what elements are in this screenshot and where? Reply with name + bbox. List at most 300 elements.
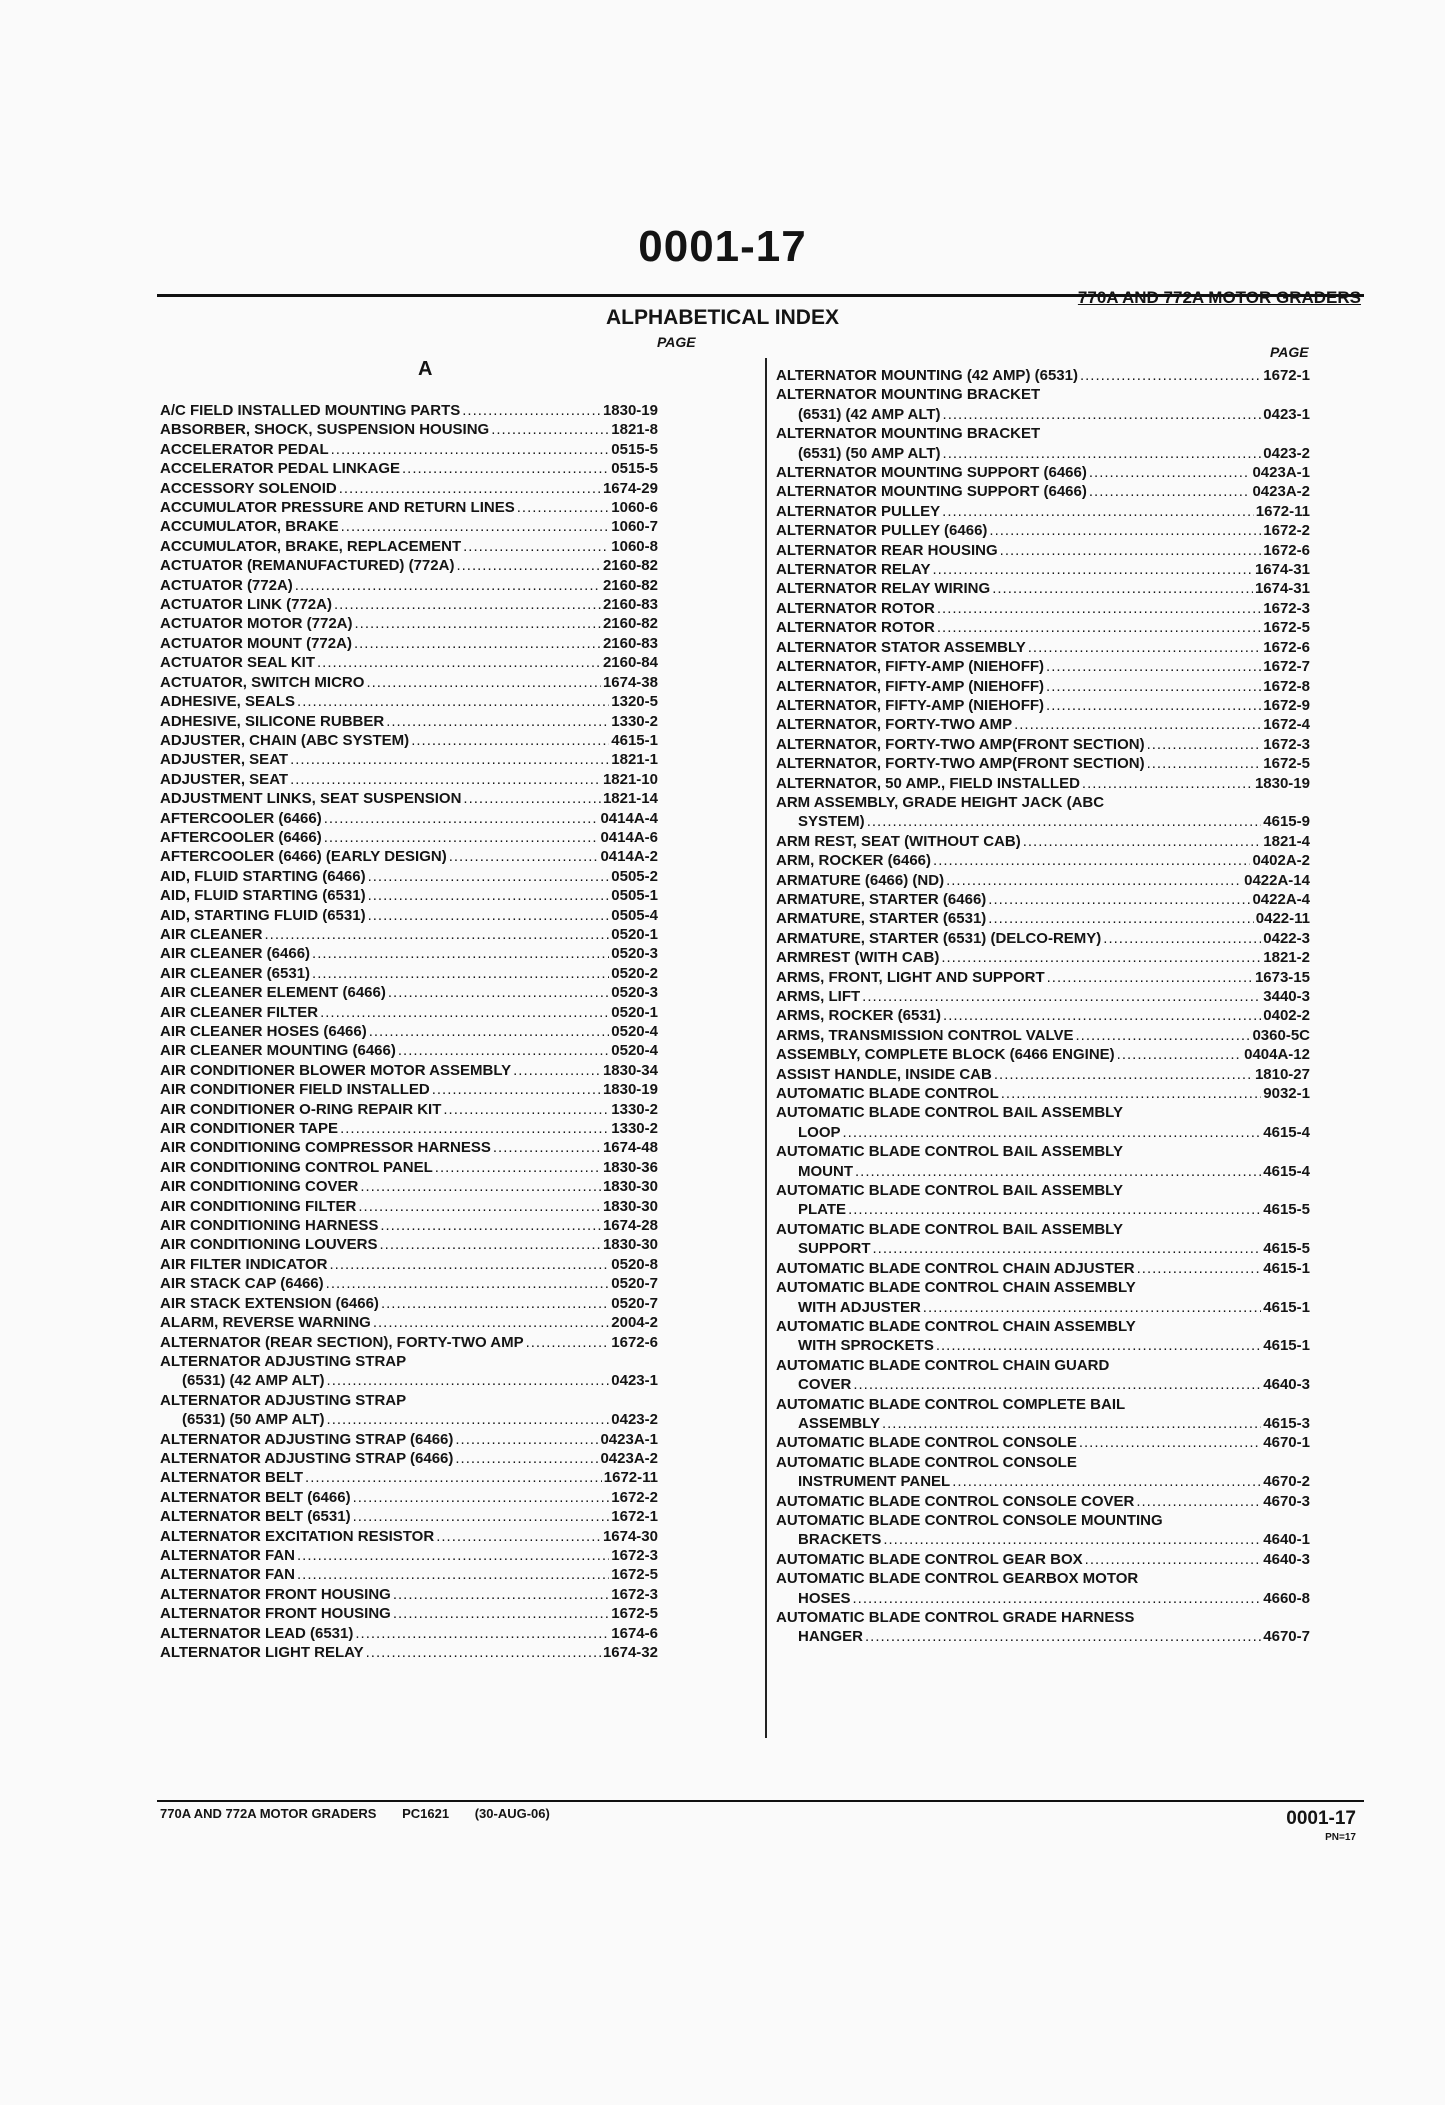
index-term: AUTOMATIC BLADE CONTROL COMPLETE BAIL	[776, 1395, 1126, 1413]
dot-leader	[1023, 832, 1262, 851]
index-page-ref: 0520-4	[611, 1042, 658, 1060]
dot-leader	[1136, 1492, 1261, 1511]
index-page-ref: 1830-30	[602, 1178, 658, 1196]
index-term: ALTERNATOR LEAD (6531)	[160, 1624, 354, 1642]
dot-leader	[312, 944, 609, 963]
index-entry	[776, 424, 1310, 463]
index-page-ref: 1674-6	[611, 1624, 658, 1642]
index-term: ALARM, REVERSE WARNING	[160, 1314, 371, 1332]
index-entry	[776, 599, 1310, 618]
index-entry	[160, 1080, 658, 1099]
index-page-ref: 4670-1	[1263, 1434, 1310, 1452]
index-term: ALTERNATOR BELT	[160, 1469, 304, 1487]
index-entry	[160, 1216, 658, 1235]
index-page-ref: 0423-1	[611, 1372, 658, 1390]
dot-leader	[327, 1371, 610, 1390]
index-entry	[160, 1100, 658, 1119]
index-page-ref: 4670-2	[1263, 1473, 1310, 1491]
index-term: COVER	[798, 1376, 852, 1394]
index-page-ref: 1673-15	[1254, 968, 1310, 986]
index-page-ref: 0423A-1	[1252, 464, 1310, 482]
index-page-ref: 1330-2	[611, 1120, 658, 1138]
index-entry	[160, 1119, 658, 1138]
index-entry	[160, 867, 658, 886]
dot-leader	[324, 828, 599, 847]
index-page-ref: 0515-5	[611, 440, 658, 458]
index-term: AIR CONDITIONER BLOWER MOTOR ASSEMBLY	[160, 1061, 512, 1079]
dot-leader	[297, 1565, 609, 1584]
dot-leader	[1080, 366, 1261, 385]
dot-leader	[853, 1375, 1261, 1394]
index-term: ALTERNATOR EXCITATION RESISTOR	[160, 1527, 435, 1545]
index-page-ref: 0505-4	[611, 906, 658, 924]
index-term: ACTUATOR SEAL KIT	[160, 654, 316, 672]
index-entry	[160, 789, 658, 808]
index-term: AID, FLUID STARTING (6531)	[160, 887, 366, 905]
dot-leader	[355, 1624, 609, 1643]
index-entry	[776, 793, 1310, 832]
dot-leader	[1000, 541, 1262, 560]
index-term: ACTUATOR LINK (772A)	[160, 596, 332, 614]
index-term: ARM, ROCKER (6466)	[776, 852, 932, 870]
index-term: WITH ADJUSTER	[798, 1298, 921, 1316]
index-page-ref: 0414A-2	[600, 848, 658, 866]
index-entry	[776, 1550, 1310, 1569]
index-entry	[160, 712, 658, 731]
dot-leader	[1028, 638, 1262, 657]
index-term: AUTOMATIC BLADE CONTROL GRADE HARNESS	[776, 1609, 1135, 1626]
index-page-ref: 4615-1	[1263, 1259, 1310, 1277]
column-divider	[765, 358, 767, 1738]
index-term: AIR CLEANER FILTER	[160, 1003, 319, 1021]
dot-leader	[398, 1041, 609, 1060]
index-page-ref: 2160-83	[602, 596, 658, 614]
index-term: AIR CONDITIONING LOUVERS	[160, 1236, 378, 1254]
dot-leader	[937, 599, 1261, 618]
index-term: ADHESIVE, SEALS	[160, 693, 296, 711]
dot-leader	[353, 1488, 610, 1507]
index-term: AIR STACK CAP (6466)	[160, 1275, 324, 1293]
dot-leader	[436, 1527, 601, 1546]
index-term: ADJUSTER, CHAIN (ABC SYSTEM)	[160, 731, 410, 749]
index-entry	[776, 1181, 1310, 1220]
index-term: ACTUATOR (772A)	[160, 576, 293, 594]
index-page-ref: 1672-6	[611, 1333, 658, 1351]
dot-leader	[366, 673, 601, 692]
dot-leader	[932, 560, 1252, 579]
index-term: (6531) (50 AMP ALT)	[798, 444, 941, 462]
index-entry	[160, 1197, 658, 1216]
index-page-ref: 0402-2	[1263, 1007, 1310, 1025]
index-entry	[776, 1006, 1310, 1025]
dot-leader	[988, 890, 1250, 909]
index-entry	[776, 715, 1310, 734]
index-term: ASSIST HANDLE, INSIDE CAB	[776, 1065, 992, 1083]
index-entry	[160, 653, 658, 672]
dot-leader	[265, 925, 610, 944]
index-entry	[776, 385, 1310, 424]
index-page-ref: 0520-3	[611, 945, 658, 963]
index-page-ref: 1672-4	[1263, 716, 1310, 734]
index-term: (6531) (42 AMP ALT)	[182, 1372, 325, 1390]
footer-book-title: 770A AND 772A MOTOR GRADERS	[160, 1806, 377, 1821]
index-page-ref: 1674-30	[602, 1527, 658, 1545]
index-page-ref: 2160-82	[602, 557, 658, 575]
dot-leader	[867, 812, 1262, 831]
index-page-ref: 0422A-4	[1252, 890, 1310, 908]
index-entry	[776, 1317, 1310, 1356]
index-entry	[776, 1259, 1310, 1278]
dot-leader	[943, 1006, 1261, 1025]
index-entry	[776, 1608, 1310, 1647]
index-entry	[160, 886, 658, 905]
index-term: AFTERCOOLER (6466)	[160, 828, 322, 846]
index-entry	[160, 925, 658, 944]
index-entry	[160, 1294, 658, 1313]
dot-leader	[360, 1177, 601, 1196]
index-entry	[776, 832, 1310, 851]
index-page-ref: 4615-1	[1263, 1298, 1310, 1316]
index-page-ref: 0520-2	[611, 964, 658, 982]
index-entry	[160, 1488, 658, 1507]
index-page-ref: 1060-7	[611, 518, 658, 536]
index-term: (6531) (42 AMP ALT)	[798, 405, 941, 423]
index-term: A/C FIELD INSTALLED MOUNTING PARTS	[160, 402, 461, 419]
index-term: ASSEMBLY, COMPLETE BLOCK (6466 ENGINE)	[776, 1046, 1115, 1064]
index-page-ref: 2160-83	[602, 634, 658, 652]
index-term: ALTERNATOR LIGHT RELAY	[160, 1644, 364, 1661]
left-page-column-label: PAGE	[657, 334, 696, 350]
index-page-ref: 4640-1	[1263, 1531, 1310, 1549]
index-term: AUTOMATIC BLADE CONTROL BAIL ASSEMBLY	[776, 1143, 1123, 1161]
index-entry	[160, 964, 658, 983]
index-page-ref: 1821-14	[602, 790, 658, 808]
index-page-ref: 0414A-4	[600, 809, 658, 827]
index-page-ref: 2004-2	[611, 1314, 658, 1332]
index-page-ref: 1830-36	[602, 1158, 658, 1176]
index-entry	[160, 673, 658, 692]
index-term: AIR CONDITIONING CONTROL PANEL	[160, 1158, 433, 1176]
index-term: AUTOMATIC BLADE CONTROL CHAIN ADJUSTER	[776, 1259, 1135, 1277]
index-entry	[160, 1061, 658, 1080]
dot-leader	[339, 479, 601, 498]
dot-leader	[1089, 463, 1251, 482]
index-page-ref: 1672-3	[611, 1585, 658, 1603]
dot-leader	[393, 1585, 609, 1604]
dot-leader	[326, 1274, 610, 1293]
index-term: ACTUATOR, SWITCH MICRO	[160, 673, 365, 691]
index-page-ref: 1672-2	[1263, 522, 1310, 540]
index-page-ref: 1821-4	[1263, 832, 1310, 850]
dot-leader	[402, 459, 609, 478]
dot-leader	[305, 1468, 602, 1487]
dot-leader	[368, 867, 610, 886]
index-page-ref: 1674-29	[602, 479, 658, 497]
dot-leader	[941, 948, 1261, 967]
index-page-ref: 2160-82	[602, 615, 658, 633]
index-term: ARMATURE, STARTER (6531) (DELCO-REMY)	[776, 929, 1102, 947]
index-page-ref: 0414A-6	[600, 828, 658, 846]
index-term: AUTOMATIC BLADE CONTROL CHAIN GUARD	[776, 1356, 1110, 1374]
dot-leader	[380, 1216, 601, 1235]
index-entry	[776, 1492, 1310, 1511]
index-page-ref: 1674-32	[602, 1644, 658, 1661]
right-page-column-label: PAGE	[1270, 344, 1309, 360]
index-page-ref: 1672-5	[1263, 619, 1310, 637]
index-term: ACTUATOR MOTOR (772A)	[160, 615, 353, 633]
index-entry	[160, 1565, 658, 1584]
footer-page-number: 0001-17	[1286, 1808, 1356, 1829]
index-entry	[160, 750, 658, 769]
index-term: ALTERNATOR MOUNTING (42 AMP) (6531)	[776, 367, 1078, 384]
index-page-ref: 1830-19	[602, 1081, 658, 1099]
index-entry	[160, 634, 658, 653]
index-page-ref: 1830-34	[602, 1061, 658, 1079]
index-page-ref: 1674-31	[1254, 561, 1310, 579]
dot-leader	[449, 847, 599, 866]
index-term: AID, FLUID STARTING (6466)	[160, 867, 366, 885]
index-term: ALTERNATOR RELAY WIRING	[776, 580, 991, 598]
index-term: AIR CLEANER ELEMENT (6466)	[160, 984, 386, 1002]
footer-pn: PN=17	[1325, 1832, 1356, 1843]
dot-leader	[455, 1430, 598, 1449]
index-entry	[776, 1045, 1310, 1064]
index-term: ALTERNATOR ADJUSTING STRAP	[160, 1352, 407, 1370]
index-term: ALTERNATOR, FORTY-TWO AMP(FRONT SECTION)	[776, 735, 1145, 753]
index-entry	[160, 1313, 658, 1332]
dot-leader	[843, 1123, 1262, 1142]
index-entry	[160, 906, 658, 925]
index-entry	[160, 537, 658, 556]
index-page-ref: 0423-2	[1263, 444, 1310, 462]
index-term: AUTOMATIC BLADE CONTROL CONSOLE	[776, 1453, 1077, 1471]
index-term: ALTERNATOR MOUNTING BRACKET	[776, 386, 1041, 404]
index-term: AIR CONDITIONING COMPRESSOR HARNESS	[160, 1139, 491, 1157]
index-entry	[776, 618, 1310, 637]
index-page-ref: 0423A-2	[1252, 483, 1310, 501]
index-entry	[160, 1274, 658, 1293]
dot-leader	[853, 1589, 1262, 1608]
index-entry	[160, 692, 658, 711]
dot-leader	[290, 770, 601, 789]
index-entry	[776, 1026, 1310, 1045]
index-page-ref: 0520-1	[611, 925, 658, 943]
index-page-ref: 0505-1	[611, 887, 658, 905]
dot-leader	[923, 1298, 1262, 1317]
index-term: ADJUSTMENT LINKS, SEAT SUSPENSION	[160, 790, 462, 808]
footer-publication: PC1621	[402, 1806, 450, 1821]
index-entry	[160, 1604, 658, 1623]
index-page-ref: 1672-3	[1263, 599, 1310, 617]
index-term: ASSEMBLY	[798, 1414, 880, 1432]
index-title: ALPHABETICAL INDEX	[606, 306, 839, 329]
index-term: ACCUMULATOR PRESSURE AND RETURN LINES	[160, 499, 515, 517]
index-term: ADHESIVE, SILICONE RUBBER	[160, 712, 385, 730]
index-page-ref: 3440-3	[1263, 988, 1310, 1005]
index-term: ALTERNATOR, FIFTY-AMP (NIEHOFF)	[776, 658, 1045, 676]
index-term: HOSES	[798, 1589, 851, 1607]
index-page-ref: 1672-6	[1263, 638, 1310, 656]
index-entry	[776, 502, 1310, 521]
index-entry	[160, 1391, 658, 1430]
index-entry	[160, 576, 658, 595]
index-term: HANGER	[798, 1628, 864, 1646]
index-term: ALTERNATOR RELAY	[776, 561, 931, 579]
index-page-ref: 1821-2	[1263, 949, 1310, 967]
index-term: AIR CONDITIONING FILTER	[160, 1197, 357, 1215]
index-term: AFTERCOOLER (6466) (EARLY DESIGN)	[160, 848, 447, 866]
index-page-ref: 1674-48	[602, 1139, 658, 1157]
dot-leader	[491, 420, 609, 439]
dot-leader	[882, 1414, 1261, 1433]
dot-leader	[297, 1546, 609, 1565]
index-entry	[160, 1003, 658, 1022]
index-entry	[160, 770, 658, 789]
index-page-ref: 4640-3	[1263, 1550, 1310, 1568]
index-term: ACCELERATOR PEDAL LINKAGE	[160, 460, 401, 478]
index-term: AIR CONDITIONER TAPE	[160, 1120, 339, 1138]
index-page-ref: 4615-9	[1263, 813, 1310, 831]
index-page-ref: 4615-4	[1263, 1123, 1310, 1141]
index-entry	[160, 731, 658, 750]
index-entry	[160, 517, 658, 536]
dot-leader	[526, 1333, 610, 1352]
footer-date: (30-AUG-06)	[474, 1806, 550, 1821]
index-entry	[776, 754, 1310, 773]
index-term: MOUNT	[798, 1162, 853, 1180]
index-page-ref: 0402A-2	[1252, 852, 1310, 870]
index-term: ARMATURE, STARTER (6466)	[776, 890, 987, 908]
index-term: ABSORBER, SHOCK, SUSPENSION HOUSING	[160, 421, 490, 439]
index-page-ref: 1672-7	[1263, 658, 1310, 676]
index-entry	[776, 579, 1310, 598]
index-page-ref: 1672-11	[603, 1469, 658, 1487]
index-term: AIR CLEANER HOSES (6466)	[160, 1023, 367, 1040]
dot-leader	[1046, 677, 1261, 696]
index-entry	[776, 1278, 1310, 1317]
dot-leader	[354, 634, 601, 653]
index-term: LOOP	[798, 1123, 841, 1141]
index-page-ref: 4670-7	[1263, 1628, 1310, 1646]
index-term: AUTOMATIC BLADE CONTROL GEARBOX MOTOR	[776, 1570, 1139, 1588]
dot-leader	[994, 1065, 1253, 1084]
index-page-ref: 9032-1	[1263, 1085, 1310, 1103]
dot-leader	[366, 1643, 601, 1662]
index-entry	[776, 1569, 1310, 1608]
index-term: ARMS, LIFT	[776, 988, 861, 1005]
dot-leader	[312, 964, 609, 983]
index-term: ACCUMULATOR, BRAKE, REPLACEMENT	[160, 537, 462, 555]
index-term: ALTERNATOR BELT (6531)	[160, 1508, 351, 1526]
page-number-top: 0001-17	[638, 222, 807, 271]
index-page-ref: 4615-5	[1263, 1201, 1310, 1219]
index-term: BRACKETS	[798, 1531, 882, 1549]
index-entry	[160, 1158, 658, 1177]
index-term: ALTERNATOR, FIFTY-AMP (NIEHOFF)	[776, 677, 1045, 695]
index-page-ref: 4615-1	[611, 731, 658, 749]
index-term: AUTOMATIC BLADE CONTROL CONSOLE MOUNTING	[776, 1511, 1163, 1529]
dot-leader	[456, 556, 600, 575]
index-term: ALTERNATOR ADJUSTING STRAP	[160, 1391, 407, 1409]
index-entry	[776, 1084, 1310, 1103]
index-entry	[160, 556, 658, 575]
index-page-ref: 0422A-14	[1244, 871, 1310, 889]
dot-leader	[381, 1294, 609, 1313]
section-letter: A	[418, 358, 433, 380]
index-page-ref: 1830-30	[602, 1197, 658, 1215]
dot-leader	[1014, 715, 1261, 734]
index-term: AIR CLEANER MOUNTING (6466)	[160, 1042, 396, 1060]
index-page-ref: 0423A-2	[600, 1449, 658, 1467]
index-entry	[160, 1333, 658, 1352]
index-entry	[776, 696, 1310, 715]
index-page-ref: 1672-5	[1263, 755, 1310, 773]
dot-leader	[1103, 929, 1261, 948]
index-term: ARMS, FRONT, LIGHT AND SUPPORT	[776, 968, 1045, 986]
index-term: AUTOMATIC BLADE CONTROL BAIL ASSEMBLY	[776, 1104, 1123, 1122]
index-page-ref: 2160-84	[602, 654, 658, 672]
index-entry	[160, 1449, 658, 1468]
footer-left	[160, 1806, 572, 1821]
index-page-ref: 4640-3	[1263, 1376, 1310, 1394]
index-term: ALTERNATOR PULLEY (6466)	[776, 522, 988, 540]
index-entry	[776, 1395, 1310, 1434]
dot-leader	[317, 653, 601, 672]
index-entry	[776, 1065, 1310, 1084]
index-page-ref: 1672-6	[1263, 541, 1310, 559]
dot-leader	[946, 871, 1242, 890]
index-term: ALTERNATOR FRONT HOUSING	[160, 1605, 391, 1623]
dot-leader	[848, 1200, 1261, 1219]
dot-leader	[855, 1162, 1261, 1181]
dot-leader	[368, 906, 610, 925]
index-term: INSTRUMENT PANEL	[798, 1473, 951, 1491]
dot-leader	[297, 692, 609, 711]
dot-leader	[865, 1627, 1261, 1646]
dot-leader	[290, 750, 609, 769]
index-term: PLATE	[798, 1201, 847, 1219]
index-entry	[160, 847, 658, 866]
index-term: AIR CONDITIONER O-RING REPAIR KIT	[160, 1100, 442, 1118]
dot-leader	[943, 444, 1262, 463]
index-page-ref: 0520-7	[611, 1275, 658, 1293]
index-term: AIR CLEANER	[160, 925, 263, 943]
dot-leader	[1117, 1045, 1242, 1064]
index-term: AUTOMATIC BLADE CONTROL CHAIN ASSEMBLY	[776, 1317, 1136, 1335]
index-page-ref: 1672-3	[1263, 735, 1310, 753]
dot-leader	[952, 1472, 1261, 1491]
index-entry	[776, 1511, 1310, 1550]
index-entry	[160, 498, 658, 517]
index-term: ALTERNATOR BELT (6466)	[160, 1488, 351, 1506]
index-entry	[776, 1433, 1310, 1452]
index-page-ref: 1674-31	[1254, 580, 1310, 598]
dot-leader	[340, 1119, 609, 1138]
index-entry	[776, 677, 1310, 696]
index-page-ref: 1674-38	[602, 673, 658, 691]
index-entry	[776, 463, 1310, 482]
dot-leader	[1079, 1433, 1261, 1452]
index-entry	[160, 1585, 658, 1604]
index-page-ref: 1330-2	[611, 1100, 658, 1118]
index-term: ARMS, TRANSMISSION CONTROL VALVE	[776, 1026, 1074, 1044]
index-term: ALTERNATOR FAN	[160, 1566, 295, 1584]
index-entry	[776, 1142, 1310, 1181]
index-page-ref: 1672-2	[611, 1488, 658, 1506]
dot-leader	[988, 909, 1253, 928]
dot-leader	[358, 1197, 601, 1216]
index-entry	[160, 983, 658, 1002]
